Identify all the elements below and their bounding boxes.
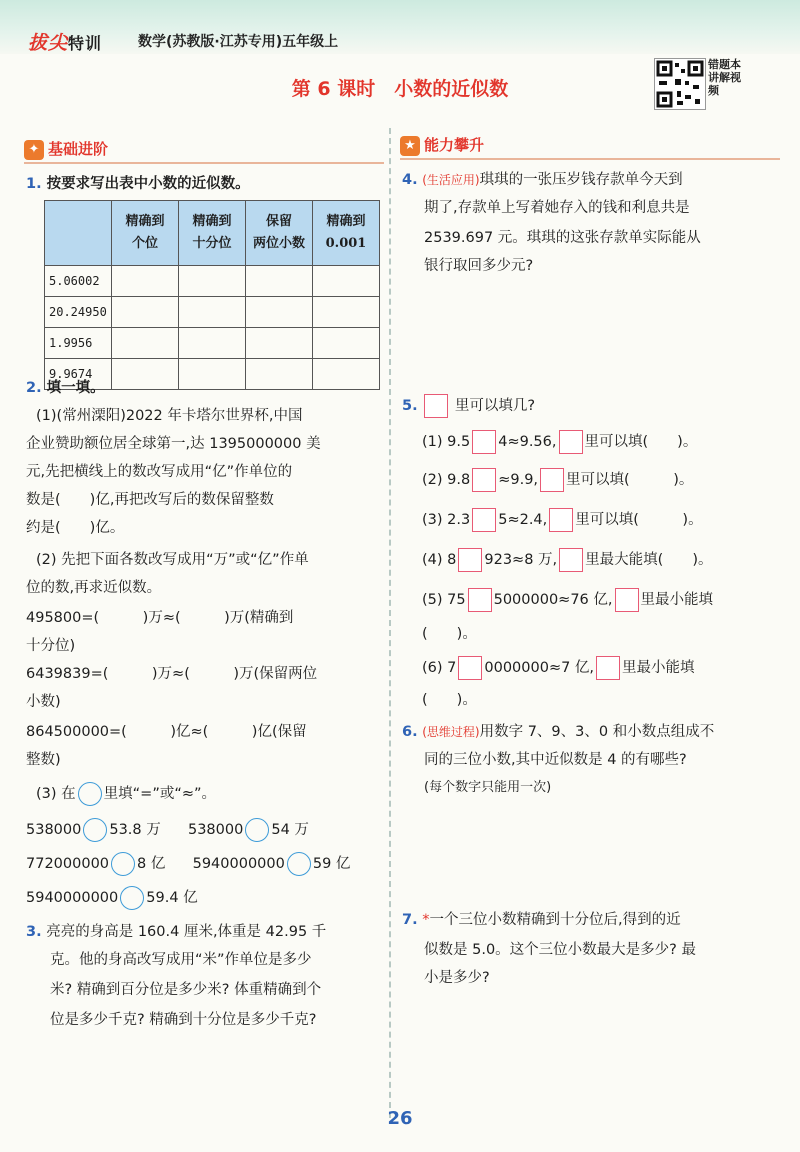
column-divider bbox=[389, 128, 391, 1118]
page-number: 26 bbox=[387, 1108, 413, 1129]
q2-prompt: 2. 填一填。 bbox=[26, 380, 105, 396]
answer-circle[interactable] bbox=[111, 852, 135, 876]
answer-circle[interactable] bbox=[78, 782, 102, 806]
q5-item: (2) 9.8 ≈9.9, 里可以填( )。 bbox=[422, 468, 693, 492]
q5-item: (6) 7 0000000≈7 亿, 里最小能填 bbox=[422, 656, 695, 680]
q2-compare-row: 538000 53.8 万 538000 54 万 bbox=[26, 818, 309, 842]
q2-p1-line: 企业赞助额位居全球第一,达 1395000000 美 bbox=[26, 436, 321, 452]
q2-compare-row: 5940000000 59.4 亿 bbox=[26, 886, 198, 910]
q2-p1-line: 数是( )亿,再把改写后的数保留整数 bbox=[26, 492, 274, 508]
table-row: 1.9956 bbox=[45, 328, 380, 359]
header-band bbox=[0, 0, 800, 54]
table-row: 9.9674 bbox=[45, 359, 380, 390]
q5-item: (4) 8 923≈8 万, 里最大能填( )。 bbox=[422, 548, 712, 572]
q2-p2-line: 495800=( )万≈( )万(精确到 bbox=[26, 610, 294, 626]
q4-line: 4. (生活应用)琪琪的一张压岁钱存款单今天到 bbox=[402, 172, 683, 188]
q7-line: 似数是 5.0。这个三位小数最大是多少? 最 bbox=[424, 942, 696, 958]
medal-icon: ★ bbox=[400, 136, 420, 156]
answer-circle[interactable] bbox=[83, 818, 107, 842]
q2-p1-line: (1)(常州溧阳)2022 年卡塔尔世界杯,中国 bbox=[36, 408, 303, 424]
q2-p2-line: 6439839=( )万≈( )万(保留两位 bbox=[26, 666, 318, 682]
section-basic: ✦ 基础进阶 bbox=[24, 138, 108, 160]
q3-line: 3. 亮亮的身高是 160.4 厘米,体重是 42.95 千 bbox=[26, 924, 327, 940]
answer-circle[interactable] bbox=[245, 818, 269, 842]
answer-box[interactable] bbox=[424, 394, 448, 418]
q4-line: 2539.697 元。琪琪的这张存款单实际能从 bbox=[424, 230, 701, 246]
q2-p3-head: (3) 在 里填“=”或“≈”。 bbox=[36, 782, 216, 806]
table-row: 20.24950 bbox=[45, 297, 380, 328]
q6-line: 6. (思维过程)用数字 7、9、3、0 和小数点组成不 bbox=[402, 724, 715, 740]
q5-item: (1) 9.5 4≈9.56, 里可以填( )。 bbox=[422, 430, 697, 454]
q2-compare-row: 772000000 8 亿 5940000000 59 亿 bbox=[26, 852, 350, 876]
q2-p2-line: 位的数,再求近似数。 bbox=[26, 580, 162, 596]
qr-label: 错题本 讲解视频 bbox=[708, 58, 741, 97]
q2-p1-line: 约是( )亿。 bbox=[26, 520, 125, 536]
brand-logo: 拔尖特训 bbox=[28, 32, 103, 54]
runner-icon: ✦ bbox=[24, 140, 44, 160]
qr-code-icon[interactable] bbox=[654, 58, 706, 110]
q5-item: (5) 75 5000000≈76 亿, 里最小能填 bbox=[422, 588, 713, 612]
q2-p1-line: 元,先把横线上的数改写成用“亿”作单位的 bbox=[26, 464, 293, 480]
q7-line: 小是多少? bbox=[424, 970, 490, 986]
q7-line: 7. *一个三位小数精确到十分位后,得到的近 bbox=[402, 912, 681, 928]
q3-line: 克。他的身高改写成用“米”作单位是多少 bbox=[50, 952, 312, 968]
section-advanced: ★ 能力攀升 bbox=[400, 134, 484, 156]
q6-line: 同的三位小数,其中近似数是 4 的有哪些? bbox=[424, 752, 687, 768]
book-title: 数学(苏教版·江苏专用)五年级上 bbox=[138, 34, 339, 50]
q5-item: (3) 2.3 5≈2.4, 里可以填( )。 bbox=[422, 508, 703, 532]
q5-prompt: 5. 里可以填几? bbox=[402, 394, 535, 418]
answer-circle[interactable] bbox=[120, 886, 144, 910]
q6-line: (每个数字只能用一次) bbox=[424, 780, 552, 795]
q3-line: 米? 精确到百分位是多少米? 体重精确到个 bbox=[50, 982, 322, 998]
answer-circle[interactable] bbox=[287, 852, 311, 876]
q2-p2-line: 十分位) bbox=[26, 638, 76, 654]
q1-table: 精确到 个位 精确到 十分位 保留 两位小数 精确到 0.001 5.06002 20.24950 1.9956 9.9674 bbox=[44, 200, 380, 390]
q4-line: 期了,存款单上写着她存入的钱和利息共是 bbox=[424, 200, 690, 216]
table-row: 5.06002 bbox=[45, 266, 380, 297]
q2-p2-line: 小数) bbox=[26, 694, 61, 710]
q2-p2-line: 整数) bbox=[26, 752, 61, 768]
q2-p2-line: (2) 先把下面各数改写成用“万”或“亿”作单 bbox=[36, 552, 309, 568]
q3-line: 位是多少千克? 精确到十分位是多少千克? bbox=[50, 1012, 317, 1028]
q4-line: 银行取回多少元? bbox=[424, 258, 534, 274]
q5-item-tail: ( )。 bbox=[422, 692, 477, 708]
q1-prompt: 1. 按要求写出表中小数的近似数。 bbox=[26, 176, 250, 192]
lesson-title: 第 6 课时 小数的近似数 bbox=[291, 78, 509, 100]
q5-item-tail: ( )。 bbox=[422, 626, 477, 642]
q2-p2-line: 864500000=( )亿≈( )亿(保留 bbox=[26, 724, 307, 740]
